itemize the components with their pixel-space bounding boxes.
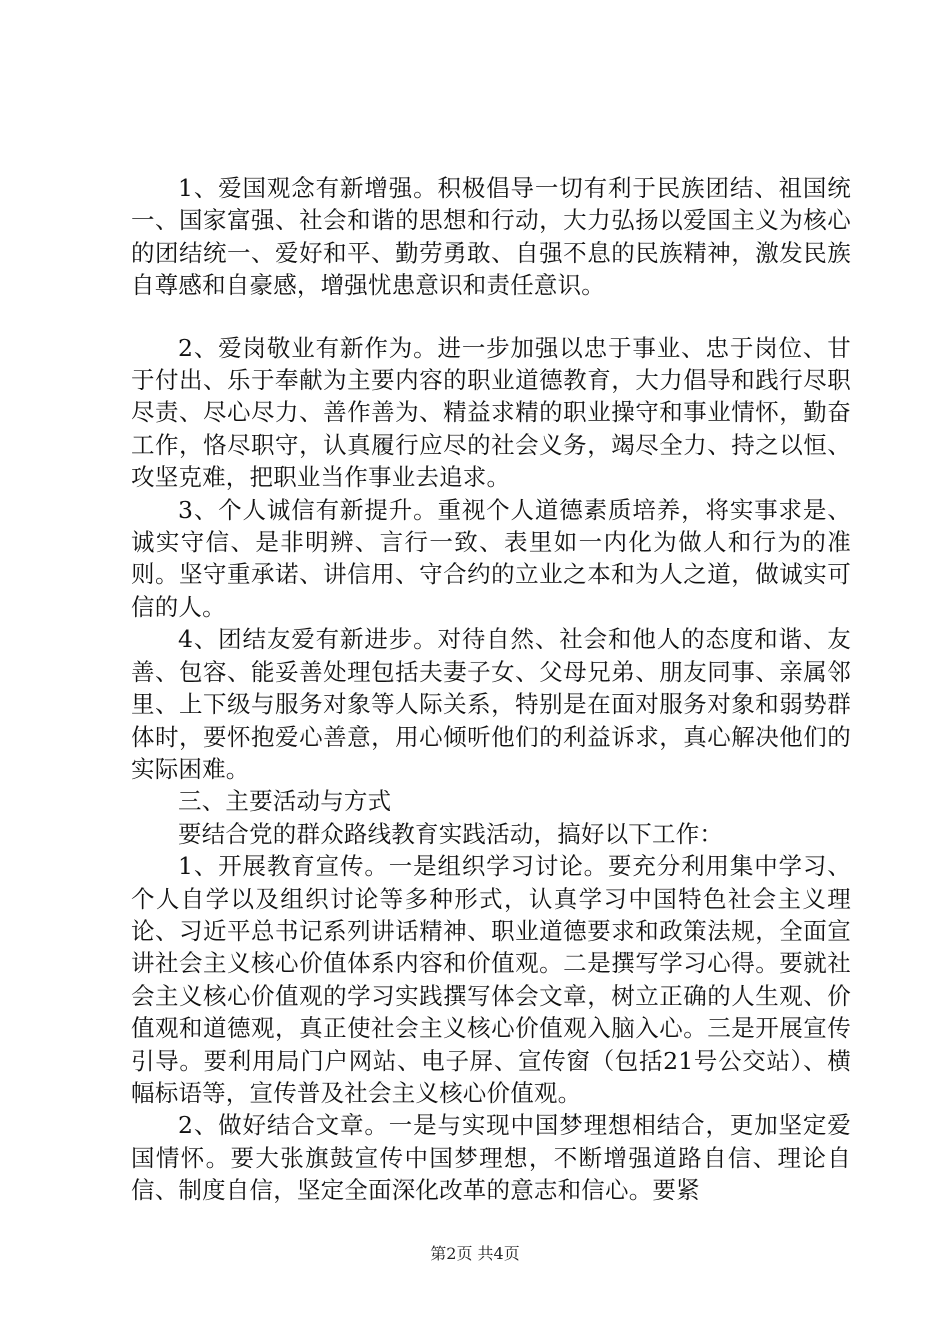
- paragraph-spacer: [131, 302, 851, 332]
- paragraph-intro-work: 要结合党的群众路线教育实践活动，搞好以下工作：: [178, 819, 724, 848]
- paragraph-dedication: 2、爱岗敬业有新作为。进一步加强以忠于事业、忠于岗位、甘于付出、乐于奉献为主要内容的职业道德教育，大力倡导和践行尽职尽责、尽心尽力、善作善为、精益求精的职业操守和事业情怀，勤奋工作，恪尽职守，认真履行应尽的社会义务，竭尽全力、持之以恒、攻坚克难，把职业当作事业去追求。: [131, 333, 851, 492]
- paragraph-patriotism: 1、爱国观念有新增强。积极倡导一切有利于民族团结、祖国统一、国家富强、社会和谐的思想和行动，大力弘扬以爱国主义为核心的团结统一、爱好和平、勤劳勇敢、自强不息的民族精神，激发民族自尊感和自豪感，增强忧患意识和责任意识。: [131, 174, 851, 300]
- paragraph-education: 1、开展教育宣传。一是组织学习讨论。要充分利用集中学习、个人自学以及组织讨论等多种形式，认真学习中国特色社会主义理论、习近平总书记系列讲话精神、职业道德要求和政策法规，全面宣讲社会主义核心价值体系内容和价值观。二是撰写学习心得。要就社会主义核心价值观的学习实践撰写体会文章，树立正确的人生观、价值观和道德观，真正使社会主义核心价值观入脑入心。三是开展宣传引导。要利用局门户网站、电子屏、宣传窗（包括21号公交站）、横幅标语等，宣传普及社会主义核心价值观。: [131, 852, 851, 1107]
- document-body: [131, 172, 851, 1207]
- page-number-footer: 第2页 共4页: [430, 1244, 520, 1263]
- paragraph-integrity: 3、个人诚信有新提升。重视个人道德素质培养，将实事求是、诚实守信、是非明辨、言行一致、表里如一内化为做人和行为的准则。坚守重承诺、讲信用、守合约的立业之本和为人之道，做诚实可信的人。: [131, 495, 851, 621]
- paragraph-combination: 2、做好结合文章。一是与实现中国梦理想相结合，更加坚定爱国情怀。要大张旗鼓宣传中国梦理想，不断增强道路自信、理论自信、制度自信，坚定全面深化改革的意志和信心。要紧: [131, 1111, 851, 1205]
- paragraph-unity: 4、团结友爱有新进步。对待自然、社会和他人的态度和谐、友善、包容、能妥善处理包括夫妻子女、父母兄弟、朋友同事、亲属邻里、上下级与服务对象等人际关系，特别是在面对服务对象和弱势群体时，要怀抱爱心善意，用心倾听他们的利益诉求，真心解决他们的实际困难。: [131, 625, 851, 783]
- section-heading-activities: 三、主要活动与方式: [178, 787, 392, 816]
